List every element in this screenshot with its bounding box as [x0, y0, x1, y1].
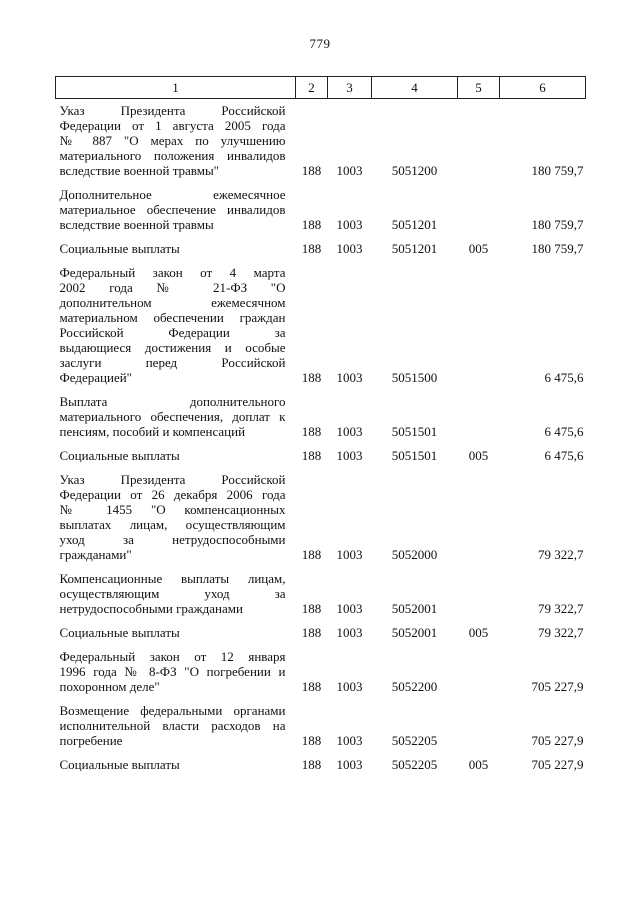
row-target-code: 5051500 — [391, 370, 438, 385]
row-expense-type-code: 005 — [468, 625, 489, 640]
row-chapter-code: 188 — [301, 241, 322, 256]
row-expense-type-code: 005 — [468, 757, 489, 772]
row-name-line: осуществляющим уход за — [59, 586, 286, 601]
row-expense-type-code: 005 — [468, 241, 489, 256]
row-name-line: Указ Президента Российской — [59, 472, 286, 487]
row-chapter-code: 188 — [301, 625, 322, 640]
row-amount: 6 475,6 — [544, 448, 584, 463]
table-row — [56, 393, 586, 439]
row-section-code: 1003 — [336, 757, 363, 772]
row-name-line: Российской Федерации за — [59, 325, 286, 340]
row-target-code: 5051201 — [391, 241, 438, 256]
column-header-1: 1 — [56, 77, 296, 99]
row-name-cell — [56, 756, 296, 772]
row-name-line: Федерации от 26 декабря 2006 года — [59, 487, 286, 502]
row-chapter-code: 188 — [301, 370, 322, 385]
row-spacer — [56, 748, 586, 756]
row-name-line: материального обеспечения, доплат к — [59, 409, 286, 424]
row-name-cell — [56, 471, 296, 562]
row-chapter-code: 188 — [301, 601, 322, 616]
row-chapter-code: 188 — [301, 163, 322, 178]
row-target-code: 5052200 — [391, 679, 438, 694]
row-name-line: Федерации от 1 августа 2005 года — [59, 118, 286, 133]
row-section-code: 1003 — [336, 448, 363, 463]
row-amount: 6 475,6 — [544, 424, 584, 439]
row-name-line: Федеральный закон от 4 марта — [59, 265, 286, 280]
table-row — [56, 99, 586, 179]
row-chapter-code: 188 — [301, 217, 322, 232]
table-row — [56, 570, 586, 616]
row-target-code: 5051501 — [391, 448, 438, 463]
row-name-line: Выплата дополнительного — [59, 394, 286, 409]
row-name-line: материального положения инвалидов — [59, 148, 286, 163]
row-name-line: Социальные выплаты — [59, 448, 180, 463]
row-name-line: уход за нетрудоспособными — [59, 532, 286, 547]
row-name-line: Компенсационные выплаты лицам, — [59, 571, 286, 586]
row-spacer — [56, 562, 586, 570]
table-row — [56, 624, 586, 640]
row-amount: 180 759,7 — [531, 217, 584, 232]
row-amount: 180 759,7 — [531, 163, 584, 178]
row-target-code: 5052205 — [391, 757, 438, 772]
row-chapter-code: 188 — [301, 448, 322, 463]
table-row — [56, 702, 586, 748]
row-name-line: Социальные выплаты — [59, 241, 180, 256]
row-name-line: пенсиям, пособий и компенсаций — [59, 424, 246, 439]
table-row — [56, 447, 586, 463]
row-section-code: 1003 — [336, 733, 363, 748]
row-spacer — [56, 463, 586, 471]
row-name-line: Федеральный закон от 12 января — [59, 649, 286, 664]
row-name-line: погребение — [59, 733, 123, 748]
row-section-code: 1003 — [336, 217, 363, 232]
row-name-line: исполнительной власти расходов на — [59, 718, 286, 733]
row-target-code: 5051201 — [391, 217, 438, 232]
budget-table — [55, 76, 586, 772]
row-name-line: нетрудоспособными гражданами — [59, 601, 243, 616]
row-spacer — [56, 232, 586, 240]
row-section-code: 1003 — [336, 547, 363, 562]
row-amount: 79 322,7 — [538, 547, 584, 562]
row-name-line: материальном обеспечении граждан — [59, 310, 286, 325]
row-spacer — [56, 694, 586, 702]
row-name-line: гражданами" — [59, 547, 132, 562]
row-spacer-cell — [56, 178, 586, 186]
row-spacer-cell — [56, 640, 586, 648]
page-number: 779 — [309, 36, 331, 51]
table-row — [56, 186, 586, 232]
row-chapter-code: 188 — [301, 679, 322, 694]
row-spacer — [56, 256, 586, 264]
row-name-cell — [56, 447, 296, 463]
row-name-line: выдающиеся достижения и особые — [59, 340, 286, 355]
row-amount: 705 227,9 — [531, 733, 584, 748]
row-spacer — [56, 640, 586, 648]
header-row — [56, 77, 586, 99]
row-target-code: 5052205 — [391, 733, 438, 748]
row-section-code: 1003 — [336, 370, 363, 385]
row-name-line: Указ Президента Российской — [59, 103, 286, 118]
row-expense-type-code — [458, 471, 500, 562]
table-row — [56, 240, 586, 256]
row-target-code: 5052001 — [391, 601, 438, 616]
row-name-line: вследствие военной травмы" — [59, 163, 219, 178]
row-section-code: 1003 — [336, 601, 363, 616]
row-spacer-cell — [56, 616, 586, 624]
row-expense-type-code: 005 — [468, 448, 489, 463]
row-name-line: 2002 года № 21-ФЗ "О — [59, 280, 286, 295]
row-name-line: № 1455 "О компенсационных — [59, 502, 286, 517]
row-target-code: 5052001 — [391, 625, 438, 640]
row-spacer-cell — [56, 463, 586, 471]
row-chapter-code: 188 — [301, 757, 322, 772]
row-name-line: дополнительном ежемесячном — [59, 295, 286, 310]
row-target-code: 5051200 — [391, 163, 438, 178]
row-name-line: 1996 года № 8-ФЗ "О погребении и — [59, 664, 286, 679]
row-name-cell — [56, 624, 296, 640]
row-section-code: 1003 — [336, 625, 363, 640]
table-header — [56, 77, 586, 99]
row-spacer-cell — [56, 748, 586, 756]
row-name-line: Социальные выплаты — [59, 757, 180, 772]
row-expense-type-code — [458, 570, 500, 616]
row-amount: 705 227,9 — [531, 757, 584, 772]
row-name-line: вследствие военной травмы — [59, 217, 214, 232]
column-header-3: 3 — [328, 77, 372, 99]
row-spacer — [56, 616, 586, 624]
row-spacer-cell — [56, 385, 586, 393]
row-spacer-cell — [56, 256, 586, 264]
table-row — [56, 648, 586, 694]
row-chapter-code: 188 — [301, 733, 322, 748]
row-name-line: материальное обеспечение инвалидов — [59, 202, 286, 217]
row-name-cell — [56, 186, 296, 232]
row-section-code: 1003 — [336, 241, 363, 256]
column-header-2: 2 — [296, 77, 328, 99]
row-expense-type-code — [458, 99, 500, 179]
column-header-4: 4 — [372, 77, 458, 99]
row-spacer-cell — [56, 232, 586, 240]
row-section-code: 1003 — [336, 679, 363, 694]
row-spacer-cell — [56, 439, 586, 447]
table-row — [56, 756, 586, 772]
row-amount: 79 322,7 — [538, 601, 584, 616]
row-name-cell — [56, 648, 296, 694]
row-section-code: 1003 — [336, 424, 363, 439]
row-name-line: Дополнительное ежемесячное — [59, 187, 286, 202]
row-amount: 6 475,6 — [544, 370, 584, 385]
row-expense-type-code — [458, 264, 500, 385]
row-expense-type-code — [458, 648, 500, 694]
table-row — [56, 471, 586, 562]
row-spacer — [56, 385, 586, 393]
row-name-line: Социальные выплаты — [59, 625, 180, 640]
row-spacer — [56, 439, 586, 447]
row-chapter-code: 188 — [301, 547, 322, 562]
row-amount: 180 759,7 — [531, 241, 584, 256]
row-name-line: похоронном деле" — [59, 679, 160, 694]
row-spacer-cell — [56, 562, 586, 570]
row-name-line: № 887 "О мерах по улучшению — [59, 133, 286, 148]
row-section-code: 1003 — [336, 163, 363, 178]
row-name-line: Возмещение федеральными органами — [59, 703, 286, 718]
row-chapter-code: 188 — [301, 424, 322, 439]
table-body — [56, 99, 586, 773]
row-name-cell — [56, 393, 296, 439]
row-name-cell — [56, 240, 296, 256]
row-name-cell — [56, 99, 296, 179]
row-expense-type-code — [458, 702, 500, 748]
row-name-cell — [56, 702, 296, 748]
row-name-cell — [56, 570, 296, 616]
row-name-line: заслуги перед Российской — [59, 355, 286, 370]
column-header-5: 5 — [458, 77, 500, 99]
row-name-line: Федерацией" — [59, 370, 132, 385]
row-target-code: 5051501 — [391, 424, 438, 439]
column-header-6: 6 — [500, 77, 586, 99]
row-amount: 79 322,7 — [538, 625, 584, 640]
row-target-code: 5052000 — [391, 547, 438, 562]
row-amount: 705 227,9 — [531, 679, 584, 694]
row-name-line: выплатах лицам, осуществляющим — [59, 517, 286, 532]
row-spacer — [56, 178, 586, 186]
row-expense-type-code — [458, 186, 500, 232]
row-name-cell — [56, 264, 296, 385]
row-spacer-cell — [56, 694, 586, 702]
table-row — [56, 264, 586, 385]
row-expense-type-code — [458, 393, 500, 439]
